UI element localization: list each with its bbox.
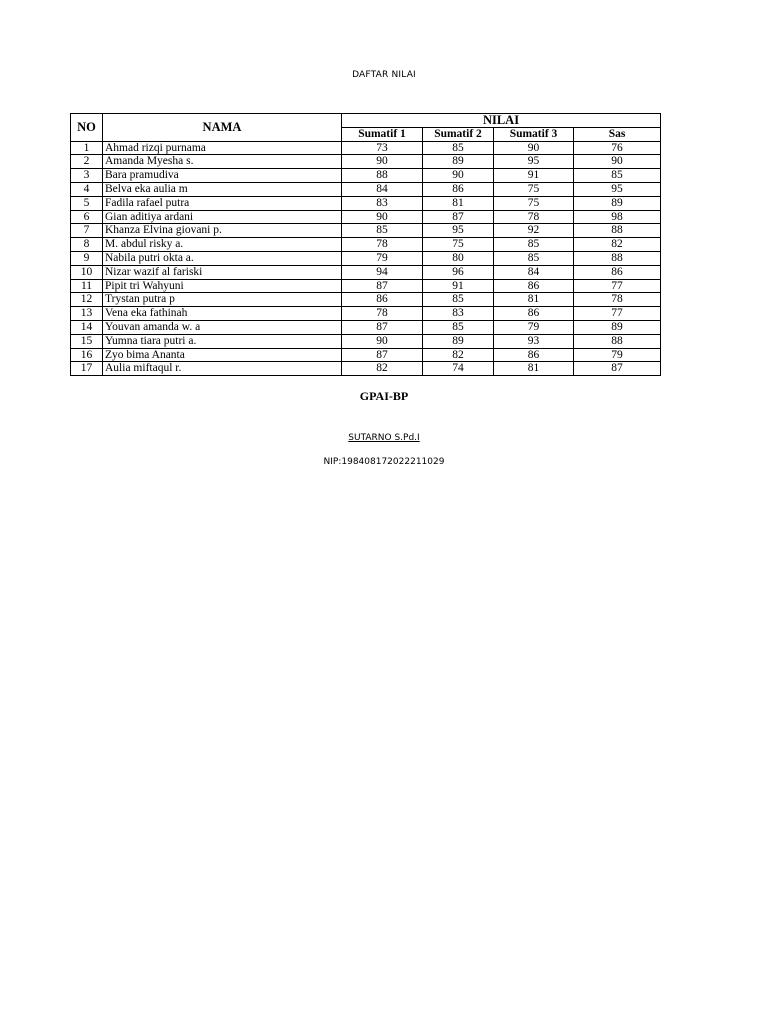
score-sumatif-1: 79 <box>342 251 423 265</box>
header-sumatif-1: Sumatif 1 <box>342 127 423 141</box>
student-name: Zyo bima Ananta <box>103 348 342 362</box>
score-sumatif-3: 84 <box>494 265 574 279</box>
row-number: 3 <box>71 169 103 183</box>
score-sumatif-2: 83 <box>423 307 494 321</box>
signature-name: SUTARNO S.Pd.I <box>348 433 420 443</box>
table-row <box>71 293 661 307</box>
row-number: 7 <box>71 224 103 238</box>
student-name: Vena eka fathinah <box>103 307 342 321</box>
score-sas: 82 <box>574 238 661 252</box>
header-sumatif-2: Sumatif 2 <box>423 127 494 141</box>
table-row <box>71 362 661 376</box>
score-sumatif-3: 81 <box>494 293 574 307</box>
row-number: 1 <box>71 141 103 155</box>
table-row <box>71 348 661 362</box>
score-sas: 77 <box>574 307 661 321</box>
score-sas: 76 <box>574 141 661 155</box>
table-row <box>71 251 661 265</box>
score-sas: 95 <box>574 182 661 196</box>
row-number: 16 <box>71 348 103 362</box>
student-name: Nizar wazif al fariski <box>103 265 342 279</box>
score-sumatif-2: 95 <box>423 224 494 238</box>
row-number: 15 <box>71 334 103 348</box>
row-number: 12 <box>71 293 103 307</box>
table-row <box>71 155 661 169</box>
score-sas: 90 <box>574 155 661 169</box>
student-name: Amanda Myesha s. <box>103 155 342 169</box>
score-sas: 77 <box>574 279 661 293</box>
score-sumatif-2: 85 <box>423 320 494 334</box>
table-row <box>71 224 661 238</box>
student-name: Fadila rafael putra <box>103 196 342 210</box>
score-sumatif-2: 89 <box>423 334 494 348</box>
score-sumatif-3: 90 <box>494 141 574 155</box>
score-sas: 79 <box>574 348 661 362</box>
score-sumatif-2: 91 <box>423 279 494 293</box>
score-sumatif-3: 95 <box>494 155 574 169</box>
header-sas: Sas <box>574 127 661 141</box>
score-sumatif-2: 87 <box>423 210 494 224</box>
score-sumatif-2: 85 <box>423 141 494 155</box>
score-sumatif-3: 86 <box>494 348 574 362</box>
signature-nip: NIP:198408172022211029 <box>323 457 445 467</box>
score-sumatif-1: 88 <box>342 169 423 183</box>
score-sumatif-1: 78 <box>342 238 423 252</box>
score-sumatif-2: 96 <box>423 265 494 279</box>
score-sumatif-2: 82 <box>423 348 494 362</box>
score-sumatif-3: 85 <box>494 238 574 252</box>
score-sumatif-3: 93 <box>494 334 574 348</box>
score-sumatif-2: 75 <box>423 238 494 252</box>
score-sumatif-1: 94 <box>342 265 423 279</box>
signature-role: GPAI-BP <box>359 389 409 403</box>
score-sumatif-1: 84 <box>342 182 423 196</box>
score-sas: 89 <box>574 320 661 334</box>
table-row <box>71 307 661 321</box>
score-sumatif-3: 86 <box>494 307 574 321</box>
row-number: 8 <box>71 238 103 252</box>
score-sumatif-1: 90 <box>342 210 423 224</box>
score-sas: 87 <box>574 362 661 376</box>
score-sas: 98 <box>574 210 661 224</box>
header-no: NO <box>71 114 103 142</box>
table-row <box>71 196 661 210</box>
table-row <box>71 169 661 183</box>
student-name: Belva eka aulia m <box>103 182 342 196</box>
score-sumatif-2: 81 <box>423 196 494 210</box>
document-title: DAFTAR NILAI <box>352 70 416 80</box>
table-row <box>71 182 661 196</box>
score-sumatif-1: 82 <box>342 362 423 376</box>
score-sumatif-1: 90 <box>342 155 423 169</box>
score-sas: 86 <box>574 265 661 279</box>
score-sumatif-2: 86 <box>423 182 494 196</box>
score-sas: 89 <box>574 196 661 210</box>
row-number: 4 <box>71 182 103 196</box>
student-name: Khanza Elvina giovani p. <box>103 224 342 238</box>
table-row <box>71 265 661 279</box>
student-name: Trystan putra p <box>103 293 342 307</box>
student-name: Yumna tiara putri a. <box>103 334 342 348</box>
row-number: 2 <box>71 155 103 169</box>
student-name: Pipit tri Wahyuni <box>103 279 342 293</box>
header-sumatif-3: Sumatif 3 <box>494 127 574 141</box>
table-row <box>71 334 661 348</box>
student-name: Aulia miftaqul r. <box>103 362 342 376</box>
student-name: M. abdul risky a. <box>103 238 342 252</box>
table-row <box>71 141 661 155</box>
score-sas: 88 <box>574 251 661 265</box>
table-row <box>71 320 661 334</box>
student-name: Gian aditiya ardani <box>103 210 342 224</box>
score-sumatif-3: 81 <box>494 362 574 376</box>
score-sumatif-3: 78 <box>494 210 574 224</box>
header-row-top <box>71 114 661 128</box>
score-sumatif-3: 92 <box>494 224 574 238</box>
grades-body <box>71 141 661 376</box>
score-sumatif-3: 79 <box>494 320 574 334</box>
student-name: Bara pramudiva <box>103 169 342 183</box>
score-sumatif-3: 86 <box>494 279 574 293</box>
student-name: Youvan amanda w. a <box>103 320 342 334</box>
score-sumatif-2: 89 <box>423 155 494 169</box>
row-number: 10 <box>71 265 103 279</box>
table-row <box>71 238 661 252</box>
score-sumatif-1: 78 <box>342 307 423 321</box>
student-name: Ahmad rizqi purnama <box>103 141 342 155</box>
score-sumatif-1: 90 <box>342 334 423 348</box>
score-sumatif-1: 73 <box>342 141 423 155</box>
row-number: 6 <box>71 210 103 224</box>
row-number: 11 <box>71 279 103 293</box>
header-nilai: NILAI <box>342 114 661 128</box>
score-sumatif-1: 85 <box>342 224 423 238</box>
score-sumatif-1: 87 <box>342 279 423 293</box>
score-sas: 88 <box>574 224 661 238</box>
score-sas: 85 <box>574 169 661 183</box>
score-sumatif-1: 83 <box>342 196 423 210</box>
score-sas: 88 <box>574 334 661 348</box>
table-row <box>71 279 661 293</box>
score-sumatif-2: 74 <box>423 362 494 376</box>
score-sumatif-3: 75 <box>494 182 574 196</box>
row-number: 14 <box>71 320 103 334</box>
score-sumatif-1: 87 <box>342 320 423 334</box>
score-sumatif-2: 80 <box>423 251 494 265</box>
row-number: 5 <box>71 196 103 210</box>
score-sumatif-3: 75 <box>494 196 574 210</box>
header-nama: NAMA <box>103 114 342 142</box>
row-number: 9 <box>71 251 103 265</box>
score-sumatif-3: 85 <box>494 251 574 265</box>
score-sumatif-2: 85 <box>423 293 494 307</box>
score-sumatif-2: 90 <box>423 169 494 183</box>
table-row <box>71 210 661 224</box>
score-sas: 78 <box>574 293 661 307</box>
grades-table <box>70 113 661 376</box>
score-sumatif-1: 87 <box>342 348 423 362</box>
row-number: 17 <box>71 362 103 376</box>
row-number: 13 <box>71 307 103 321</box>
score-sumatif-3: 91 <box>494 169 574 183</box>
student-name: Nabila putri okta a. <box>103 251 342 265</box>
score-sumatif-1: 86 <box>342 293 423 307</box>
